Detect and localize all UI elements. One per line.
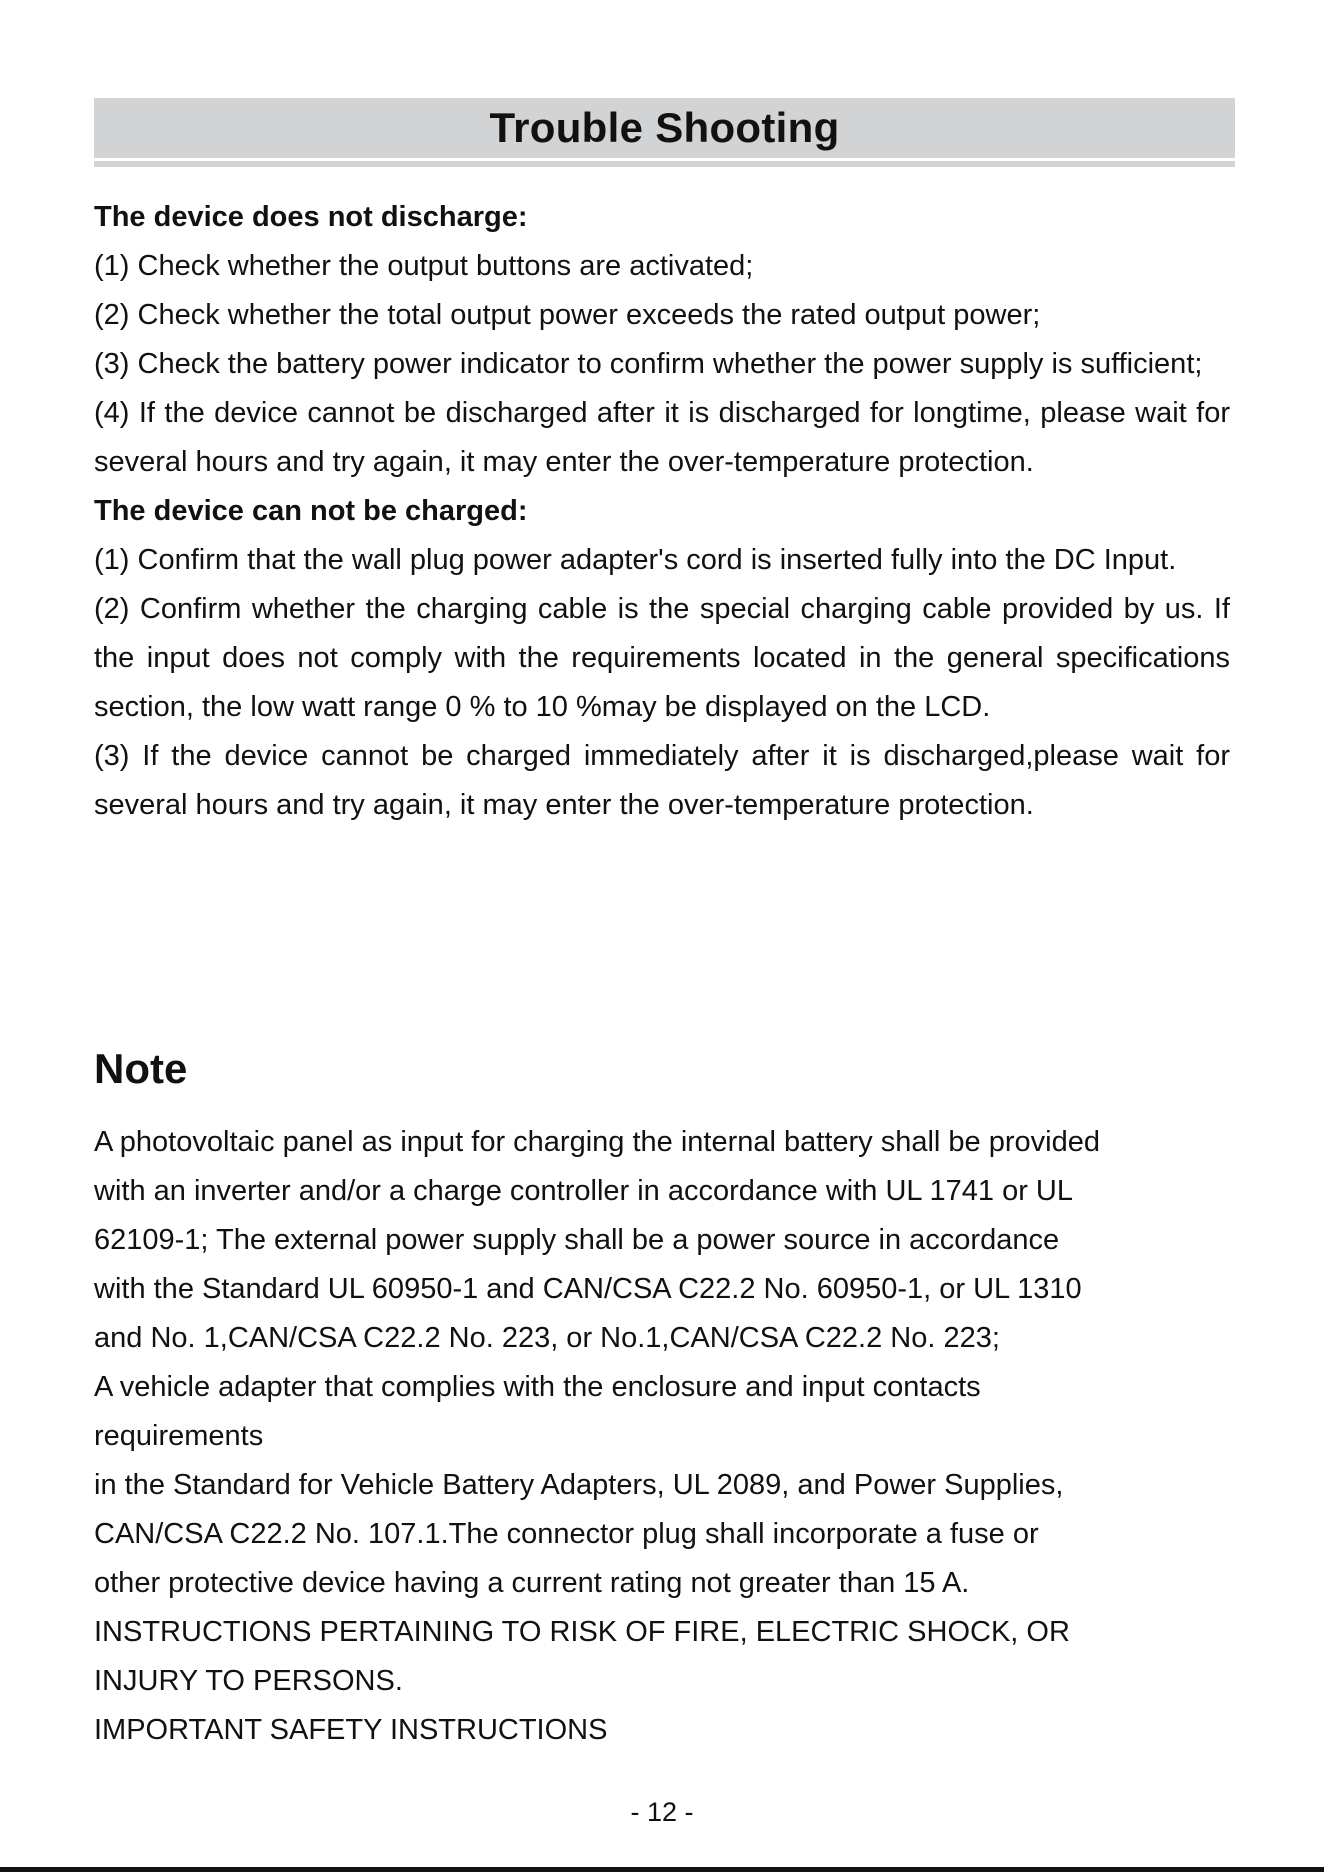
section-title: Trouble Shooting <box>489 104 840 151</box>
note-line: CAN/CSA C22.2 No. 107.1.The connector plug shall incorporate a fuse or <box>94 1518 1039 1550</box>
note-line: A vehicle adapter that complies with the enclosure and input contacts <box>94 1371 981 1403</box>
section-title-banner <box>94 98 1235 161</box>
note-line: requirements <box>94 1420 264 1452</box>
note-line: other protective device having a current rating not greater than 15 A. <box>94 1567 970 1599</box>
note-line: with an inverter and/or a charge controller in accordance with UL 1741 or UL <box>94 1175 1074 1207</box>
discharge-item-4: (4) If the device cannot be discharged after it is discharged for longtime, please wait for several hours and try again, it may enter the over-temperature protection. <box>94 397 1230 478</box>
discharge-item-2: (2) Check whether the total output power exceeds the rated output power; <box>94 299 1041 331</box>
note-line: and No. 1,CAN/CSA C22.2 No. 223, or No.1,CAN/CSA C22.2 No. 223; <box>94 1322 1000 1354</box>
note-line: INSTRUCTIONS PERTAINING TO RISK OF FIRE, ELECTRIC SHOCK, OR <box>94 1616 1070 1648</box>
note-line: with the Standard UL 60950-1 and CAN/CSA C22.2 No. 60950-1, or UL 1310 <box>94 1273 1082 1305</box>
bottom-border <box>0 1867 1324 1872</box>
charge-item-1: (1) Confirm that the wall plug power adapter's cord is inserted fully into the DC Input. <box>94 544 1177 576</box>
discharge-item-3: (3) Check the battery power indicator to confirm whether the power supply is sufficient; <box>94 348 1203 380</box>
discharge-heading: The device does not discharge: <box>94 201 528 233</box>
troubleshooting-section <box>94 193 1230 830</box>
note-line: 62109-1; The external power supply shall be a power source in accordance <box>94 1224 1060 1256</box>
note-line: IMPORTANT SAFETY INSTRUCTIONS <box>94 1714 608 1746</box>
note-line: INJURY TO PERSONS. <box>94 1665 403 1697</box>
charge-heading: The device can not be charged: <box>94 495 528 527</box>
discharge-item-1: (1) Check whether the output buttons are activated; <box>94 250 754 282</box>
banner-underline <box>94 161 1235 167</box>
note-line: A photovoltaic panel as input for charging the internal battery shall be provided <box>94 1126 1100 1158</box>
charge-item-2: (2) Confirm whether the charging cable is the special charging cable provided by us. If the input does not comply with the requirements located in the general specifications section, the low watt range 0 % to 10 %may be displayed on the LCD. <box>94 593 1230 723</box>
note-heading: Note <box>94 1045 188 1092</box>
page-number: - 12 - <box>630 1797 694 1827</box>
note-line: in the Standard for Vehicle Battery Adapters, UL 2089, and Power Supplies, <box>94 1469 1064 1501</box>
note-body <box>94 1118 1244 1755</box>
charge-item-3: (3) If the device cannot be charged immediately after it is discharged,please wait for several hours and try again, it may enter the over-temperature protection. <box>94 740 1230 821</box>
